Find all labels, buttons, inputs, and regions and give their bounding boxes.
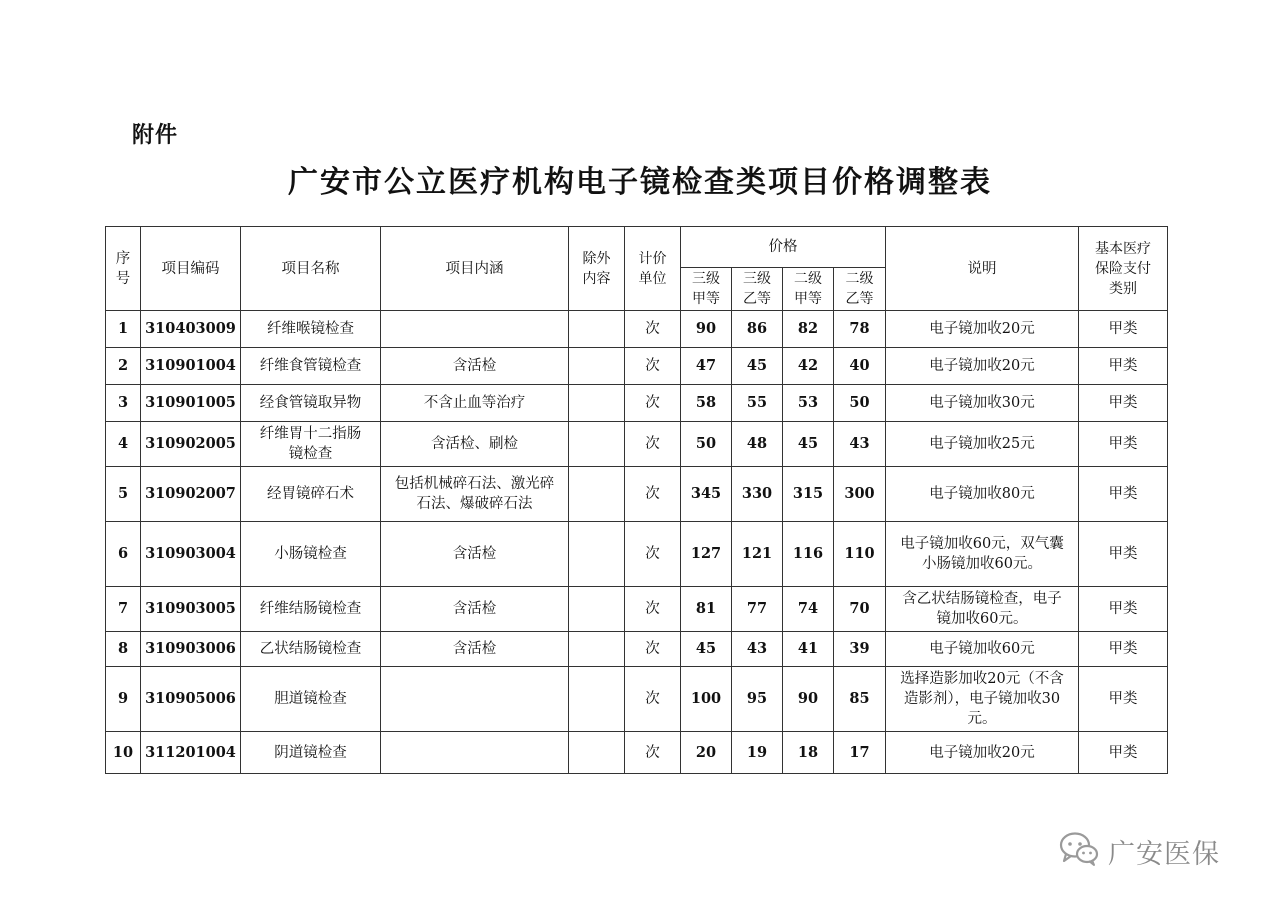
cell-price-2a: 41 [783,632,834,667]
cell-unit: 次 [625,385,681,422]
cell-unit: 次 [625,422,681,467]
attachment-label: 附件 [132,123,179,148]
cell-code: 310403009 [141,311,241,348]
cell-note: 含乙状结肠镜检查，电子镜加收60元。 [886,587,1079,632]
header-price: 价格 [681,227,886,268]
cell-price-2b: 110 [834,522,886,587]
cell-insurance: 甲类 [1079,732,1168,774]
cell-seq: 3 [106,385,141,422]
cell-content [381,667,569,732]
cell-price-2b: 50 [834,385,886,422]
cell-excluded [569,587,625,632]
watermark-text: 广安医保 [1108,838,1220,870]
cell-price-2b: 300 [834,467,886,522]
table-row [106,732,1168,774]
cell-excluded [569,385,625,422]
table-row [106,467,1168,522]
wechat-official-account-icon [1058,830,1100,872]
cell-seq: 6 [106,522,141,587]
cell-price-2b: 43 [834,422,886,467]
cell-name: 经胃镜碎石术 [241,467,381,522]
cell-unit: 次 [625,732,681,774]
cell-price-3b: 19 [732,732,783,774]
table-row [106,311,1168,348]
cell-seq: 7 [106,587,141,632]
cell-price-3b: 43 [732,632,783,667]
cell-note: 电子镜加收30元 [886,385,1079,422]
cell-seq: 5 [106,467,141,522]
cell-note: 电子镜加收60元，双气囊小肠镜加收60元。 [886,522,1079,587]
cell-note: 电子镜加收60元 [886,632,1079,667]
cell-note: 电子镜加收20元 [886,311,1079,348]
cell-insurance: 甲类 [1079,632,1168,667]
cell-name: 阴道镜检查 [241,732,381,774]
header-price-tier-2b: 二级乙等 [834,268,886,311]
cell-name: 乙状结肠镜检查 [241,632,381,667]
cell-note: 电子镜加收80元 [886,467,1079,522]
cell-code: 310903005 [141,587,241,632]
cell-price-3a: 100 [681,667,732,732]
cell-code: 311201004 [141,732,241,774]
cell-content: 含活检 [381,348,569,385]
table-row [106,587,1168,632]
cell-insurance: 甲类 [1079,348,1168,385]
cell-unit: 次 [625,667,681,732]
cell-name: 纤维食管镜检查 [241,348,381,385]
cell-excluded [569,522,625,587]
cell-unit: 次 [625,467,681,522]
table-row [106,385,1168,422]
cell-price-3a: 90 [681,311,732,348]
header-price-tier-3b: 三级乙等 [732,268,783,311]
cell-price-3b: 45 [732,348,783,385]
cell-price-2a: 116 [783,522,834,587]
header-seq: 序号 [106,227,141,311]
header-note: 说明 [886,227,1079,311]
cell-note: 选择造影加收20元（不含造影剂），电子镜加收30元。 [886,667,1079,732]
cell-insurance: 甲类 [1079,385,1168,422]
table-row [106,348,1168,385]
cell-price-3a: 50 [681,422,732,467]
cell-unit: 次 [625,632,681,667]
cell-price-2a: 315 [783,467,834,522]
cell-price-3b: 95 [732,667,783,732]
table-row [106,667,1168,732]
cell-excluded [569,467,625,522]
cell-excluded [569,348,625,385]
cell-unit: 次 [625,348,681,385]
cell-content [381,732,569,774]
cell-price-2b: 17 [834,732,886,774]
cell-note: 电子镜加收20元 [886,732,1079,774]
cell-price-2b: 70 [834,587,886,632]
header-price-tier-2a: 二级甲等 [783,268,834,311]
cell-note: 电子镜加收25元 [886,422,1079,467]
cell-price-3a: 127 [681,522,732,587]
cell-price-3a: 58 [681,385,732,422]
cell-seq: 4 [106,422,141,467]
cell-name: 纤维喉镜检查 [241,311,381,348]
price-table [105,226,1168,774]
cell-content: 不含止血等治疗 [381,385,569,422]
cell-price-2b: 39 [834,632,886,667]
cell-price-2a: 90 [783,667,834,732]
cell-price-3a: 81 [681,587,732,632]
header-insurance: 基本医疗保险支付类别 [1079,227,1168,311]
header-code: 项目编码 [141,227,241,311]
cell-unit: 次 [625,587,681,632]
cell-unit: 次 [625,522,681,587]
cell-insurance: 甲类 [1079,522,1168,587]
table-row [106,632,1168,667]
header-content: 项目内涵 [381,227,569,311]
header-unit: 计价单位 [625,227,681,311]
cell-code: 310903006 [141,632,241,667]
cell-price-3b: 77 [732,587,783,632]
cell-code: 310902007 [141,467,241,522]
cell-note: 电子镜加收20元 [886,348,1079,385]
cell-excluded [569,632,625,667]
header-price-tier-3a: 三级甲等 [681,268,732,311]
cell-price-3a: 20 [681,732,732,774]
cell-name: 纤维胃十二指肠镜检查 [241,422,381,467]
cell-insurance: 甲类 [1079,667,1168,732]
cell-name: 纤维结肠镜检查 [241,587,381,632]
cell-price-2b: 78 [834,311,886,348]
cell-excluded [569,667,625,732]
cell-price-2a: 45 [783,422,834,467]
cell-price-2a: 18 [783,732,834,774]
header-excluded: 除外内容 [569,227,625,311]
cell-content: 包括机械碎石法、激光碎石法、爆破碎石法 [381,467,569,522]
cell-insurance: 甲类 [1079,422,1168,467]
cell-excluded [569,311,625,348]
cell-code: 310901004 [141,348,241,385]
table-row [106,522,1168,587]
table-row [106,422,1168,467]
cell-price-2a: 53 [783,385,834,422]
cell-seq: 9 [106,667,141,732]
cell-content: 含活检 [381,587,569,632]
cell-price-2b: 40 [834,348,886,385]
cell-unit: 次 [625,311,681,348]
cell-price-3b: 330 [732,467,783,522]
cell-price-2b: 85 [834,667,886,732]
cell-code: 310903004 [141,522,241,587]
cell-code: 310901005 [141,385,241,422]
cell-code: 310902005 [141,422,241,467]
cell-seq: 8 [106,632,141,667]
watermark [1058,828,1220,874]
cell-insurance: 甲类 [1079,311,1168,348]
cell-price-2a: 42 [783,348,834,385]
cell-price-2a: 74 [783,587,834,632]
cell-price-2a: 82 [783,311,834,348]
cell-seq: 1 [106,311,141,348]
cell-price-3a: 345 [681,467,732,522]
cell-name: 胆道镜检查 [241,667,381,732]
cell-content: 含活检 [381,522,569,587]
cell-code: 310905006 [141,667,241,732]
header-row [106,227,1168,268]
cell-name: 经食管镜取异物 [241,385,381,422]
cell-seq: 10 [106,732,141,774]
cell-name: 小肠镜检查 [241,522,381,587]
cell-content [381,311,569,348]
cell-price-3b: 55 [732,385,783,422]
cell-price-3a: 47 [681,348,732,385]
cell-excluded [569,732,625,774]
cell-seq: 2 [106,348,141,385]
header-name: 项目名称 [241,227,381,311]
document-title: 广安市公立医疗机构电子镜检查类项目价格调整表 [288,165,992,200]
cell-content: 含活检 [381,632,569,667]
cell-insurance: 甲类 [1079,587,1168,632]
cell-insurance: 甲类 [1079,467,1168,522]
cell-price-3b: 121 [732,522,783,587]
cell-excluded [569,422,625,467]
cell-content: 含活检、刷检 [381,422,569,467]
cell-price-3a: 45 [681,632,732,667]
cell-price-3b: 48 [732,422,783,467]
cell-price-3b: 86 [732,311,783,348]
